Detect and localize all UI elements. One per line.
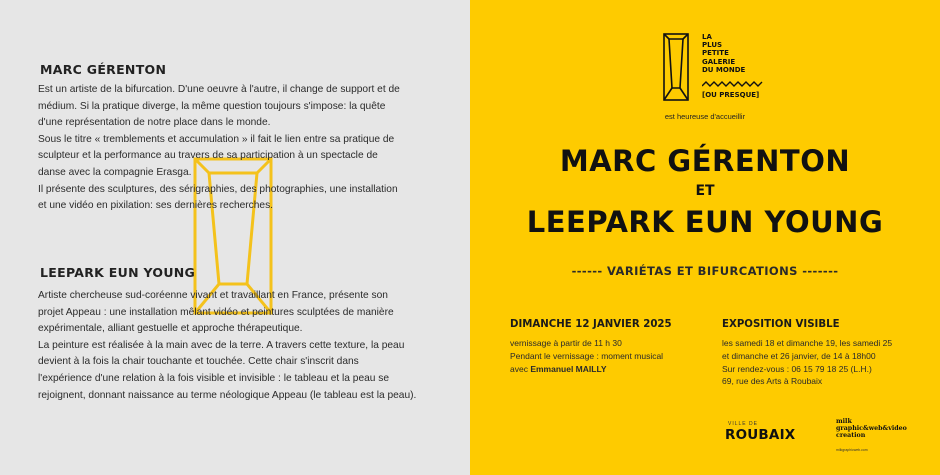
artist1-name: MARC GÉRENTON — [40, 62, 167, 77]
exhibition-line: les samedi 18 et dimanche 19, les samedi 25 — [722, 338, 893, 348]
event-line: Pendant le vernissage : moment musical — [510, 350, 664, 361]
bio-line: et une vidéo en pixilation: ses dernières recherches. — [38, 200, 274, 212]
bio-line: devient à la fois la chair touchante et touchée. Cette chair s'inscrit dans — [38, 356, 359, 368]
roubaix-logo: ROUBAIX — [725, 427, 796, 443]
musician-name: Emmanuel MAILLY — [530, 363, 607, 374]
bio-line: d'une représentation de notre place dans le monde. — [38, 117, 271, 129]
exhibition-line: 69, rue des Arts à Roubaix — [722, 376, 823, 387]
bio-line: Il présente des sculptures, des sérigraphies, des photographies, une installation — [38, 183, 398, 195]
title-connector: ET — [695, 183, 715, 199]
logo-line: LA — [702, 33, 712, 41]
bio-line: sculpteur et la performance au travers de sa participation à un spectacle de — [38, 150, 378, 162]
bio-line: expérimentale, alliant gestuelle et approche thérapeutique. — [38, 323, 303, 335]
gallery-logo-subtitle: [OU PRESQUE] — [702, 91, 760, 99]
event-line — [510, 363, 663, 376]
milk-url: milkgraphicweb.com — [836, 448, 868, 452]
milk-logo — [836, 418, 907, 440]
roubaix-logo-small: VILLE DE — [728, 421, 758, 427]
right-panel — [470, 0, 940, 475]
gallery-logo-text — [702, 33, 745, 74]
bio-line: Sous le titre « tremblements et accumulation » il fait le lien entre sa pratique de — [38, 133, 395, 145]
bio-line: Artiste chercheuse sud-coréenne vivant et travaillant en France, présente son — [38, 290, 388, 301]
title-artist2: LEEPARK EUN YOUNG — [526, 205, 884, 239]
gallery-logo-icon — [663, 33, 689, 101]
milk-line: creation — [836, 432, 866, 440]
event-line-prefix: avec — [510, 363, 531, 374]
event-details — [510, 337, 663, 375]
event-line: vernissage à partir de 11 h 30 — [510, 338, 622, 348]
logo-line: PLUS — [702, 41, 723, 50]
bio-line: La peinture est réalisée à la main avec de la terre. A travers cette texture, la peau — [38, 339, 405, 351]
zigzag-icon — [702, 80, 764, 88]
exhibition-heading: EXPOSITION VISIBLE — [722, 319, 840, 330]
exhibition-line: et dimanche et 26 janvier, de 14 à 18h00 — [722, 350, 876, 361]
exhibition-details — [722, 337, 892, 388]
logo-line: DU MONDE — [702, 65, 746, 74]
exhibition-line: Sur rendez-vous : 06 15 79 18 25 (L.H.) — [722, 363, 872, 374]
event-date-heading: DIMANCHE 12 JANVIER 2025 — [510, 319, 672, 330]
artist2-name: LEEPARK EUN YOUNG — [40, 265, 196, 280]
bio-line: Est un artiste de la bifurcation. D'une oeuvre à l'autre, il change de support et de — [38, 84, 400, 95]
bio-line: projet Appeau : une installation mêlant vidéo et peintures sculptées de manière — [38, 306, 394, 318]
bio-line: médium. Si la pratique diverge, la même question toujours s'impose: la quête — [38, 100, 386, 112]
bio-line: rejoignent, donnant naissance au terme néologique Appeau (le tableau est la peau). — [38, 389, 417, 401]
bio-line: danse avec la compagnie Erasga. — [38, 166, 192, 178]
milk-line: graphic&web&video — [836, 425, 907, 433]
logo-line: PETITE — [702, 49, 729, 58]
title-artist1: MARC GÉRENTON — [559, 144, 851, 178]
artist2-bio — [38, 288, 433, 404]
milk-line: milk — [836, 418, 852, 425]
exhibition-tagline: ------ VARIÉTAS ET BIFURCATIONS ------- — [571, 264, 839, 278]
bio-line: l'expérience d'une relation à la fois visible et invisible : le tableau et la peau se — [38, 372, 390, 384]
artist1-bio — [38, 82, 433, 215]
welcome-text: est heureuse d'accueillir — [664, 112, 746, 121]
logo-line: GALERIE — [702, 57, 736, 66]
